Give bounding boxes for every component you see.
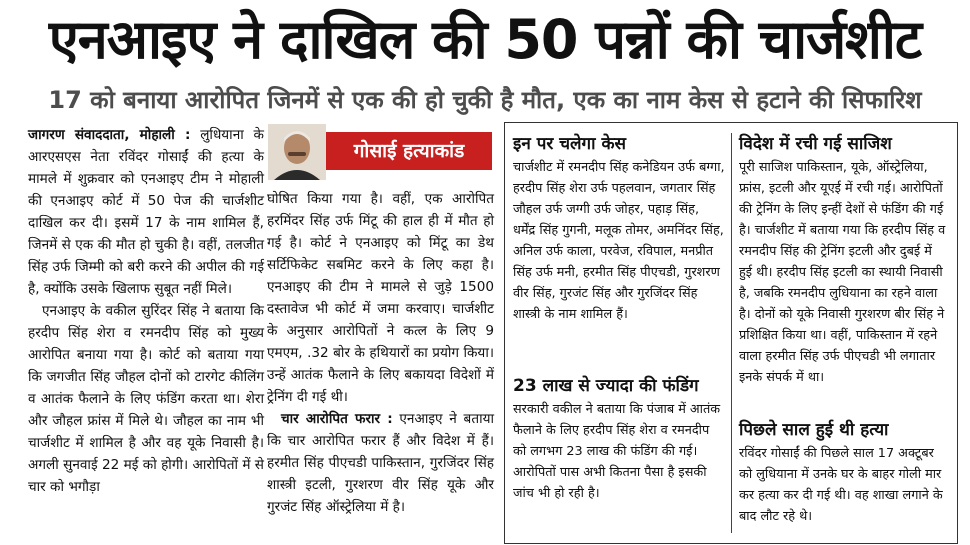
paragraph-lead: चार आरोपित फरार : (281, 411, 393, 427)
box-title: इन पर चलेगा केस (513, 134, 626, 154)
box-title: 23 लाख से ज्यादा की फंडिंग (513, 376, 699, 396)
article-paragraph-2: एनआइए के वकील सुरिंदर सिंह ने बताया कि हरदीप सिंह शेरा व रमनदीप सिंह को मुख्य आरोपित बनाया गया है। कोर्ट को बताया गया कि जगजीत सिंह जौहल दोनों को टारगेट कीलिंग व आतंक फैलाने के लिए फंडिंग करता था। शेरा और जौहल फ्रांस में मिले थे। जौहल का नाम भी चार्जशीट में शामिल है और वह यूके निवासी है। अगली सुनवाई 22 मई को होगी। आरोपितों में से चार को भगौड़ा (28, 303, 264, 495)
box-title: पिछले साल हुई थी हत्या (739, 420, 889, 440)
paragraph-text: एनआइए ने बताया कि चार आरोपित फरार हैं और विदेश में हैं। हरमीत सिंह पीएचडी पाकिस्तान, गुरजिंदर सिंह शास्त्री इटली, गुरशरण वीर सिंह यूके और गुरजंट सिंह ऑस्ट्रेलिया में है। (267, 411, 494, 515)
box-foreign-conspiracy (739, 131, 949, 388)
article-paragraph-1 (28, 124, 264, 300)
badge-label: गोसाई हत्याकांड (326, 132, 492, 170)
paragraph-text: लुधियाना के आरएसएस नेता रविंदर गोसाईं की हत्या के मामले में शुक्रवार को एनआइए टीम ने मोहाली की एनआइए कोर्ट में 50 पेज की चार्जशीट दाखिल कर दी। इसमें 17 के नाम शामिल हैं, जिनमें से एक की मौत हो चुकी है। वहीं, तलजीत सिंह उर्फ जिम्मी को बरी करने की अपील की गई है, क्योंकि उसके खिलाफ सुबूत नहीं मिले। (28, 127, 264, 297)
box-murder-last-year (739, 417, 949, 527)
article-column-2 (267, 188, 494, 518)
box-text: चार्जशीट में रमनदीप सिंह कनेडियन उर्फ बग्गा, हरदीप सिंह शेरा उर्फ पहलवान, जगतार सिंह जौहल उर्फ जग्गी उर्फ जोहर, पहाड़ सिंह, धर्मेंद्र सिंह गुगनी, मलूक तोमर, अमनिंदर सिंह, अनिल उर्फ काला, परवेज, रविपाल, मनप्रीत सिंह उर्फ मनी, हरमीत सिंह पीएचडी, गुरशरण वीर सिंह, गुरजंट सिंह और गुरजिंदर सिंह शास्त्री के नाम शामिल हैं। (513, 160, 725, 322)
article-paragraph-3: घोषित किया गया है। वहीं, एक आरोपित हरमिंदर सिंह उर्फ मिंटू की हाल ही में मौत हो गई है। कोर्ट ने एनआइए को मिंटू का डेथ सर्टिफिकेट सबमिट करने के लिए कहा है। एनआइए की टीम ने मामले से जुड़े 1500 दस्तावेज भी कोर्ट में जमा करवाए। चार्जशीट के अनुसार आरोपितों ने कत्ल के लिए 9 एमएम, .32 बोर के हथियारों का प्रयोग किया। उन्हें आतंक फैलाने के लिए बकायदा विदेशों में ट्रेनिंग दी गई थी। (267, 191, 494, 405)
box-funding (513, 373, 725, 504)
byline: जागरण संवाददाता, मोहाली : (28, 127, 191, 143)
box-text: सरकारी वकील ने बताया कि पंजाब में आतंक फैलाने के लिए हरदीप सिंह शेरा व रमनदीप को लगभग 23 लाख की फंडिंग की गई। आरोपितों पास अभी कितना पैसा है इसकी जांच भी हो रही है। (513, 402, 721, 501)
box-text: रविंदर गोसाईं की पिछले साल 17 अक्टूबर को लुधियाना में उनके घर के बाहर गोली मार कर हत्या कर दी गई थी। वह शाखा लगाने के बाद लौट रहे थे। (739, 446, 943, 524)
box-title: विदेश में रची गई साजिश (739, 134, 892, 154)
portrait-photo-icon (268, 124, 326, 180)
box-text: पूरी साजिश पाकिस्तान, यूके, ऑस्ट्रेलिया, फ्रांस, इटली और यूएई में रची गई। आरोपितों की ट्रेनिंग के लिए इन्हीं देशों से फंडिंग की गई है। चार्जशीट में बताया गया कि हरदीप सिंह व रमनदीप सिंह की ट्रेनिंग इटली और दुबई में हुई थी। हरदीप सिंह इटली का स्थायी निवासी है, जबकि रमनदीप लुधियाना का रहने वाला है। दोनों को यूके निवासी गुरशरण बीर सिंह ने प्रशिक्षित किया था। वहीं, पाकिस्तान में रहने वाला हरमीत सिंह उर्फ पीएचडी भी लगातार इनके संपर्क में था। (739, 160, 946, 385)
sidebar-divider (731, 133, 732, 533)
box-case-accused (513, 131, 725, 325)
subheadline: 17 को बनाया आरोपित जिनमें से एक की हो चुकी है मौत, एक का नाम केस से हटाने की सिफारिश (48, 86, 922, 114)
article-paragraph-4 (267, 408, 494, 518)
section-badge (268, 124, 492, 180)
article-column-1 (28, 124, 264, 498)
info-sidebar (504, 122, 958, 544)
headline: एनआइए ने दाखिल की 50 पन्नों की चार्जशीट (48, 8, 922, 71)
